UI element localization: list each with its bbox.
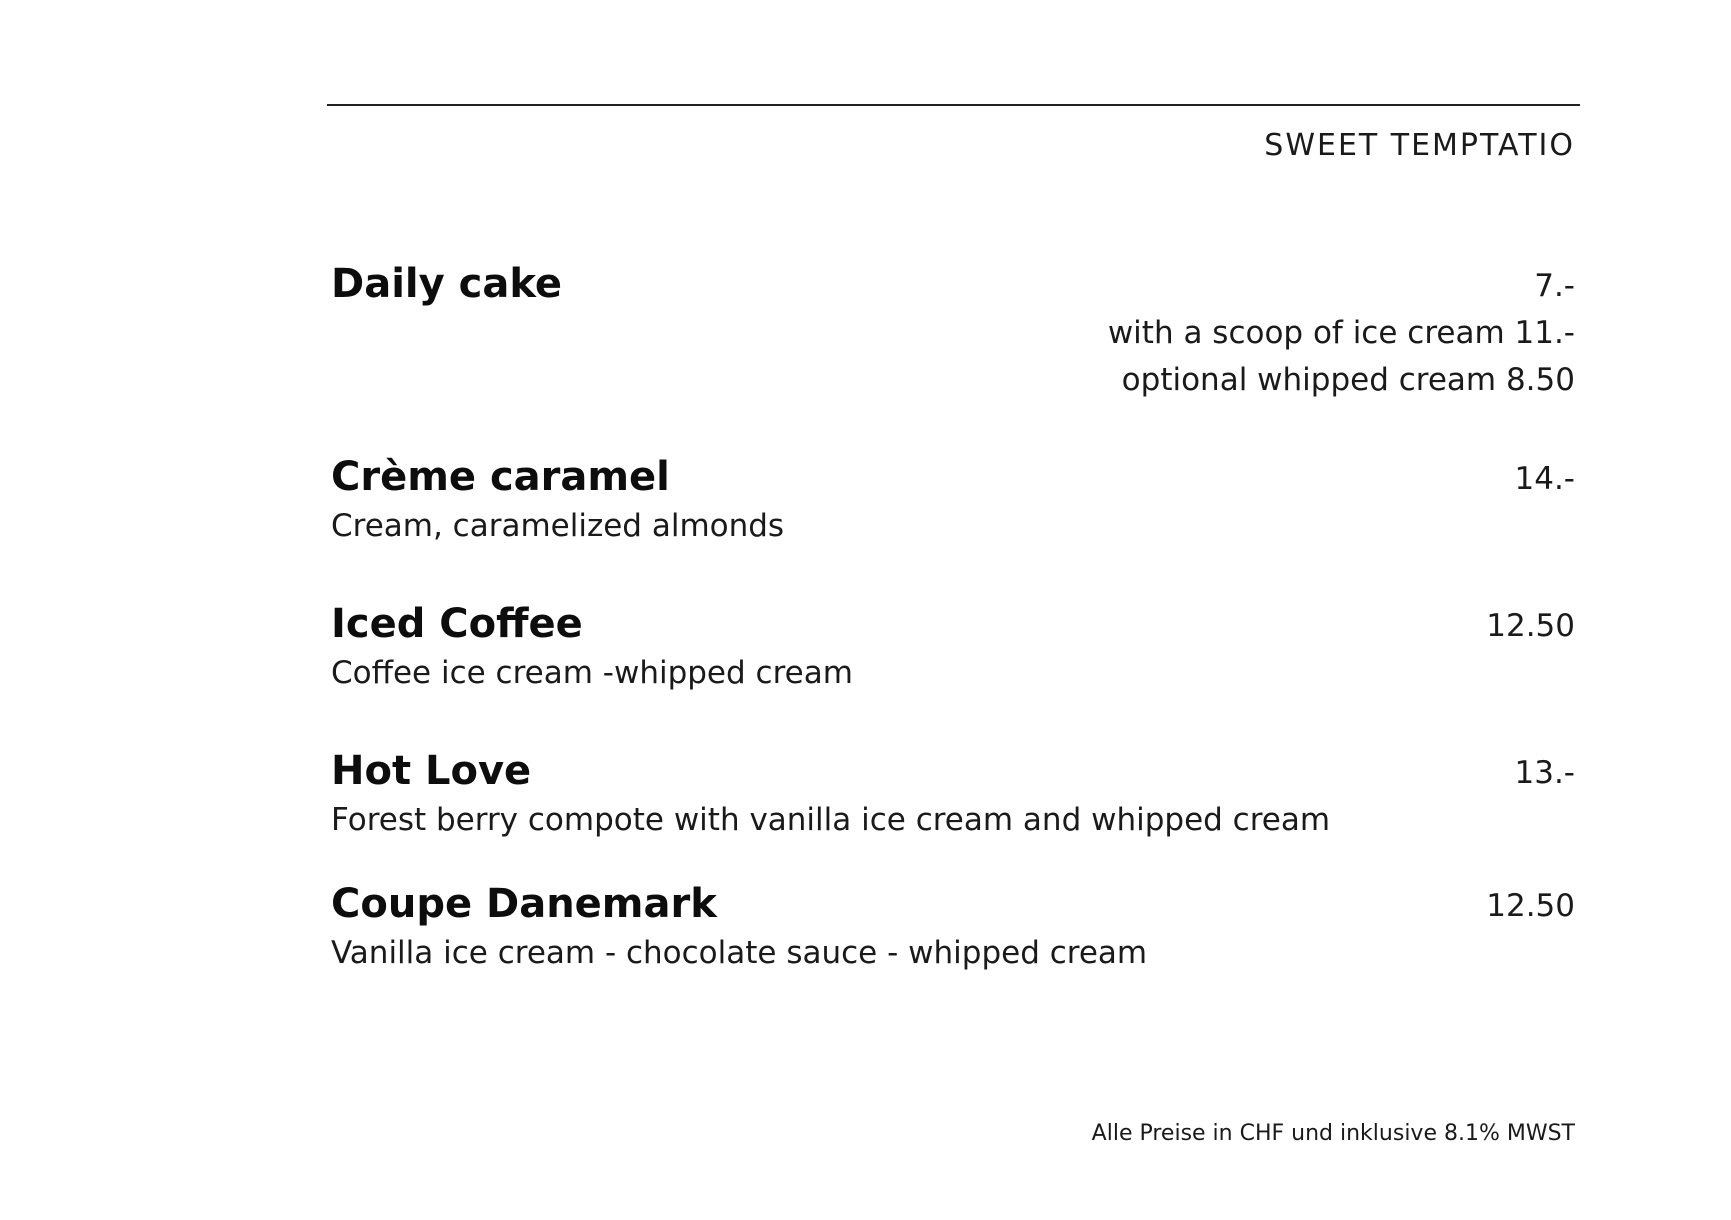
- price-extra-whipped-cream: optional whipped cream 8.50: [1121, 362, 1575, 398]
- item-description: Cream, caramelized almonds: [331, 508, 785, 544]
- item-name: Coupe Danemark: [331, 881, 717, 927]
- item-name: Iced Coffee: [331, 601, 583, 647]
- header-divider: [327, 104, 1580, 106]
- item-name: Hot Love: [331, 748, 532, 794]
- item-price: 12.50: [1486, 608, 1575, 644]
- item-price: 14.-: [1514, 461, 1575, 497]
- item-description: Forest berry compote with vanilla ice cream and whipped cream: [331, 802, 1331, 838]
- footer-price-note: Alle Preise in CHF und inklusive 8.1% MWST: [1091, 1121, 1575, 1146]
- item-price: 12.50: [1486, 888, 1575, 924]
- item-name: Crème caramel: [331, 454, 670, 500]
- price-extra-ice-cream: with a scoop of ice cream 11.-: [1107, 315, 1575, 351]
- item-description: Vanilla ice cream - chocolate sauce - whipped cream: [331, 935, 1148, 971]
- item-name: Daily cake: [331, 261, 562, 307]
- item-description: Coffee ice cream -whipped cream: [331, 655, 853, 691]
- price-extras: [1108, 310, 1575, 404]
- item-price: 13.-: [1514, 755, 1575, 791]
- item-price: 7.-: [1534, 268, 1575, 304]
- section-title: SWEET TEMPTATIO: [1264, 128, 1575, 163]
